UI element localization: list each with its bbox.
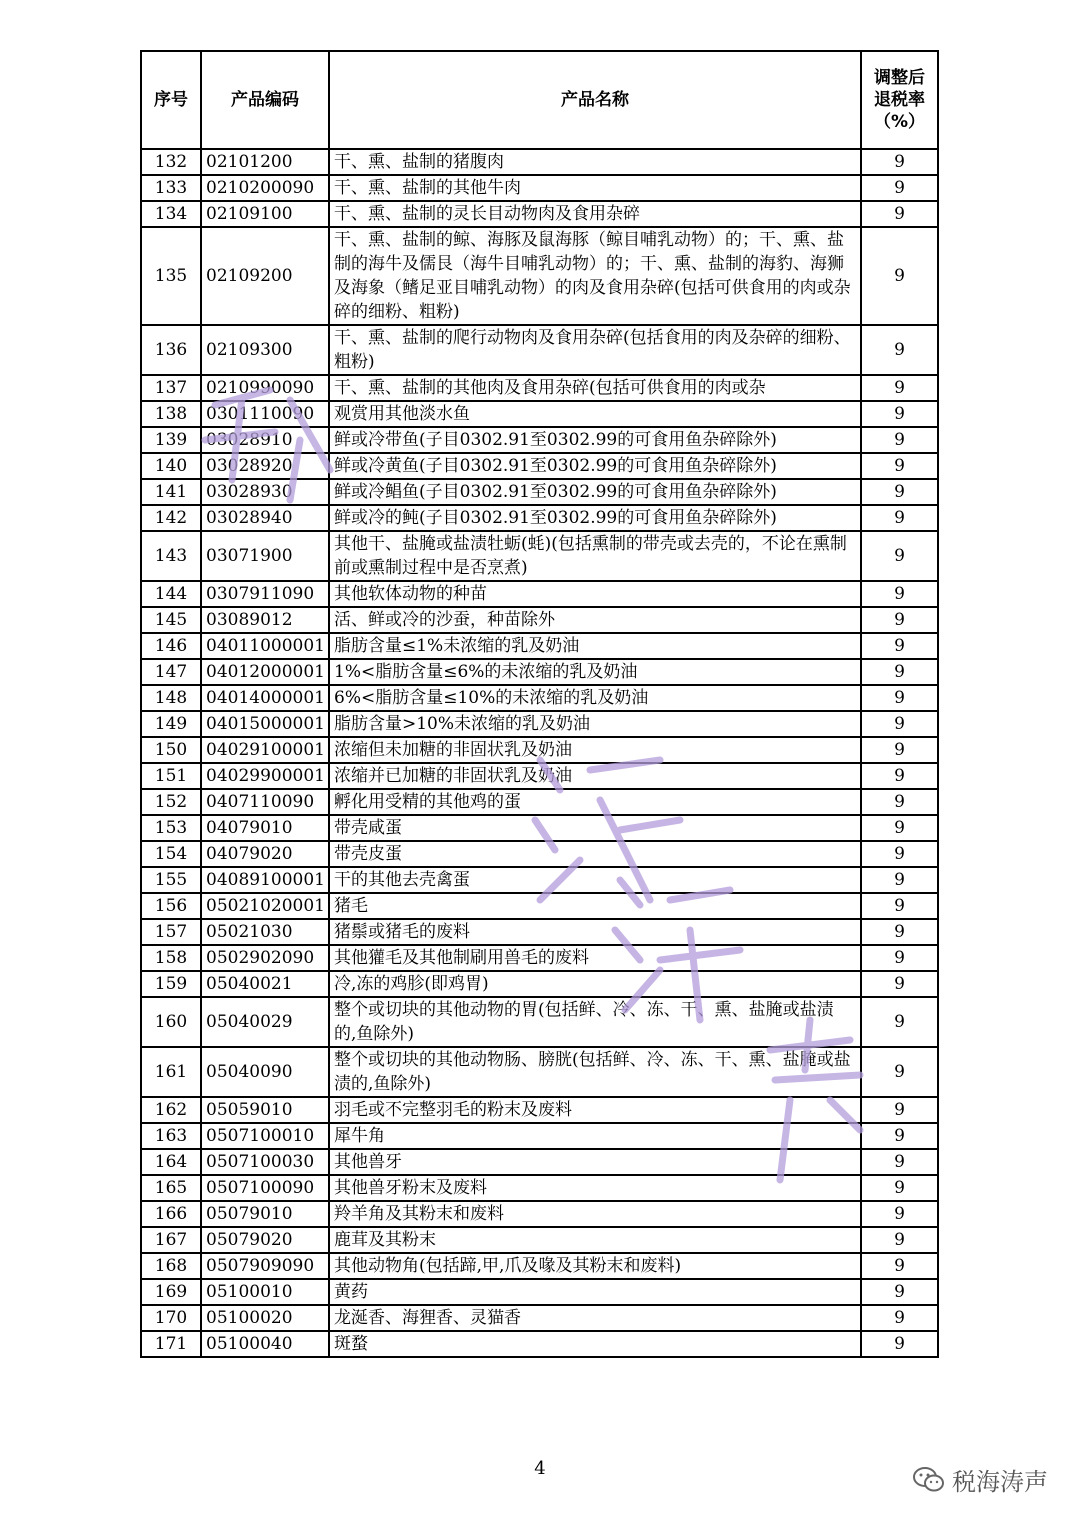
header-rate-line1: 调整后 xyxy=(874,68,925,88)
cell-seq: 162 xyxy=(141,1097,201,1123)
cell-seq: 160 xyxy=(141,997,201,1047)
table-row xyxy=(141,175,938,201)
cell-rate: 9 xyxy=(861,427,938,453)
cell-name: 带壳皮蛋 xyxy=(329,841,861,867)
cell-name: 干、熏、盐制的其他肉及食用杂碎(包括可供食用的肉或杂 xyxy=(329,375,861,401)
cell-rate: 9 xyxy=(861,479,938,505)
cell-seq: 137 xyxy=(141,375,201,401)
header-seq: 序号 xyxy=(141,51,201,149)
cell-name: 鹿茸及其粉末 xyxy=(329,1227,861,1253)
cell-code: 04014000001 xyxy=(201,685,329,711)
cell-seq: 154 xyxy=(141,841,201,867)
cell-rate: 9 xyxy=(861,453,938,479)
table-row xyxy=(141,149,938,175)
cell-name: 冷,冻的鸡胗(即鸡胃) xyxy=(329,971,861,997)
cell-code: 05021020001 xyxy=(201,893,329,919)
cell-name: 羽毛或不完整羽毛的粉末及废料 xyxy=(329,1097,861,1123)
cell-name: 猪毛 xyxy=(329,893,861,919)
cell-code: 05040021 xyxy=(201,971,329,997)
table-row xyxy=(141,867,938,893)
cell-rate: 9 xyxy=(861,581,938,607)
cell-name: 鲜或冷鲳鱼(子目0302.91至0302.99的可食用鱼杂碎除外) xyxy=(329,479,861,505)
table-row xyxy=(141,789,938,815)
header-rate-line3: （%） xyxy=(873,112,926,132)
cell-rate: 9 xyxy=(861,893,938,919)
cell-rate: 9 xyxy=(861,401,938,427)
page-number: 4 xyxy=(534,1458,546,1479)
cell-rate: 9 xyxy=(861,1201,938,1227)
cell-name: 孵化用受精的其他鸡的蛋 xyxy=(329,789,861,815)
cell-rate: 9 xyxy=(861,149,938,175)
cell-rate: 9 xyxy=(861,1331,938,1357)
cell-rate: 9 xyxy=(861,175,938,201)
cell-seq: 155 xyxy=(141,867,201,893)
cell-seq: 144 xyxy=(141,581,201,607)
table-row xyxy=(141,659,938,685)
table-row xyxy=(141,1123,938,1149)
cell-name: 干、熏、盐制的鲸、海豚及鼠海豚（鲸目哺乳动物）的；干、熏、盐制的海牛及儒艮（海牛目哺乳动物）的；干、熏、盐制的海豹、海狮及海象（鳍足亚目哺乳动物）的肉及食用杂碎(包括可供食用的肉或杂碎的细粉、粗粉) xyxy=(329,227,861,325)
cell-name: 其他兽牙 xyxy=(329,1149,861,1175)
cell-code: 05021030 xyxy=(201,919,329,945)
cell-code: 04029900001 xyxy=(201,763,329,789)
cell-name: 黄药 xyxy=(329,1279,861,1305)
table-row xyxy=(141,971,938,997)
cell-rate: 9 xyxy=(861,531,938,581)
cell-code: 0507100030 xyxy=(201,1149,329,1175)
header-name: 产品名称 xyxy=(329,51,861,149)
cell-code: 02109200 xyxy=(201,227,329,325)
cell-code: 04079020 xyxy=(201,841,329,867)
table-row xyxy=(141,531,938,581)
table-row xyxy=(141,893,938,919)
cell-name: 鲜或冷带鱼(子目0302.91至0302.99的可食用鱼杂碎除外) xyxy=(329,427,861,453)
table-row xyxy=(141,1227,938,1253)
table-row xyxy=(141,633,938,659)
table-row xyxy=(141,505,938,531)
table-row xyxy=(141,815,938,841)
footer-brand xyxy=(912,1462,1048,1497)
table-body xyxy=(141,149,938,1357)
table-row xyxy=(141,711,938,737)
cell-rate: 9 xyxy=(861,945,938,971)
cell-seq: 164 xyxy=(141,1149,201,1175)
cell-seq: 135 xyxy=(141,227,201,325)
cell-rate: 9 xyxy=(861,789,938,815)
table-row xyxy=(141,1175,938,1201)
cell-seq: 168 xyxy=(141,1253,201,1279)
cell-seq: 156 xyxy=(141,893,201,919)
cell-rate: 9 xyxy=(861,737,938,763)
cell-name: 其他动物角(包括蹄,甲,爪及喙及其粉末和废料) xyxy=(329,1253,861,1279)
table-row xyxy=(141,1097,938,1123)
cell-seq: 149 xyxy=(141,711,201,737)
cell-name: 干的其他去壳禽蛋 xyxy=(329,867,861,893)
footer-brand-text: 税海涛声 xyxy=(952,1468,1048,1496)
table-row xyxy=(141,997,938,1047)
cell-name: 其他兽牙粉末及废料 xyxy=(329,1175,861,1201)
cell-code: 0507100010 xyxy=(201,1123,329,1149)
cell-seq: 150 xyxy=(141,737,201,763)
header-rate xyxy=(861,51,938,149)
cell-name: 龙涎香、海狸香、灵猫香 xyxy=(329,1305,861,1331)
cell-name: 鲜或冷黄鱼(子目0302.91至0302.99的可食用鱼杂碎除外) xyxy=(329,453,861,479)
cell-name: 带壳咸蛋 xyxy=(329,815,861,841)
cell-rate: 9 xyxy=(861,763,938,789)
table-row xyxy=(141,1253,938,1279)
cell-seq: 136 xyxy=(141,325,201,375)
cell-name: 干、熏、盐制的猪腹肉 xyxy=(329,149,861,175)
table-row xyxy=(141,1047,938,1097)
cell-seq: 151 xyxy=(141,763,201,789)
cell-rate: 9 xyxy=(861,841,938,867)
cell-seq: 157 xyxy=(141,919,201,945)
cell-code: 02101200 xyxy=(201,149,329,175)
cell-code: 03071900 xyxy=(201,531,329,581)
cell-seq: 147 xyxy=(141,659,201,685)
cell-code: 04029100001 xyxy=(201,737,329,763)
cell-name: 浓缩并已加糖的非固状乳及奶油 xyxy=(329,763,861,789)
cell-name: 其他干、盐腌或盐渍牡蛎(蚝)(包括熏制的带壳或去壳的，不论在熏制前或熏制过程中是否烹煮) xyxy=(329,531,861,581)
cell-code: 04012000001 xyxy=(201,659,329,685)
cell-name: 干、熏、盐制的爬行动物肉及食用杂碎(包括食用的肉及杂碎的细粉、粗粉) xyxy=(329,325,861,375)
cell-name: 犀牛角 xyxy=(329,1123,861,1149)
cell-code: 0407110090 xyxy=(201,789,329,815)
cell-code: 03028940 xyxy=(201,505,329,531)
cell-name: 活、鲜或冷的沙蚕，种苗除外 xyxy=(329,607,861,633)
table-row xyxy=(141,201,938,227)
cell-seq: 146 xyxy=(141,633,201,659)
cell-seq: 159 xyxy=(141,971,201,997)
table-row xyxy=(141,1201,938,1227)
cell-seq: 163 xyxy=(141,1123,201,1149)
cell-code: 02109300 xyxy=(201,325,329,375)
table-row xyxy=(141,581,938,607)
cell-code: 05100040 xyxy=(201,1331,329,1357)
cell-seq: 134 xyxy=(141,201,201,227)
cell-rate: 9 xyxy=(861,919,938,945)
cell-code: 0502902090 xyxy=(201,945,329,971)
cell-seq: 133 xyxy=(141,175,201,201)
cell-code: 05040029 xyxy=(201,997,329,1047)
cell-rate: 9 xyxy=(861,505,938,531)
cell-seq: 153 xyxy=(141,815,201,841)
cell-seq: 141 xyxy=(141,479,201,505)
cell-seq: 169 xyxy=(141,1279,201,1305)
table-row xyxy=(141,227,938,325)
cell-seq: 170 xyxy=(141,1305,201,1331)
cell-name: 其他软体动物的种苗 xyxy=(329,581,861,607)
cell-seq: 140 xyxy=(141,453,201,479)
cell-code: 03028910 xyxy=(201,427,329,453)
cell-name: 脂肪含量>10%未浓缩的乳及奶油 xyxy=(329,711,861,737)
table-row xyxy=(141,427,938,453)
cell-rate: 9 xyxy=(861,815,938,841)
cell-code: 0507909090 xyxy=(201,1253,329,1279)
table-row xyxy=(141,919,938,945)
table-row xyxy=(141,1331,938,1357)
cell-name: 观赏用其他淡水鱼 xyxy=(329,401,861,427)
cell-rate: 9 xyxy=(861,711,938,737)
cell-rate: 9 xyxy=(861,607,938,633)
cell-rate: 9 xyxy=(861,1097,938,1123)
table-row xyxy=(141,401,938,427)
cell-seq: 132 xyxy=(141,149,201,175)
cell-code: 05079020 xyxy=(201,1227,329,1253)
cell-seq: 165 xyxy=(141,1175,201,1201)
cell-name: 浓缩但未加糖的非固状乳及奶油 xyxy=(329,737,861,763)
cell-name: 斑蝥 xyxy=(329,1331,861,1357)
cell-code: 05059010 xyxy=(201,1097,329,1123)
cell-rate: 9 xyxy=(861,227,938,325)
cell-rate: 9 xyxy=(861,1175,938,1201)
cell-code: 04011000001 xyxy=(201,633,329,659)
cell-rate: 9 xyxy=(861,685,938,711)
cell-seq: 148 xyxy=(141,685,201,711)
cell-name: 1%<脂肪含量≤6%的未浓缩的乳及奶油 xyxy=(329,659,861,685)
header-code: 产品编码 xyxy=(201,51,329,149)
cell-rate: 9 xyxy=(861,971,938,997)
cell-code: 0301110090 xyxy=(201,401,329,427)
cell-name: 干、熏、盐制的其他牛肉 xyxy=(329,175,861,201)
cell-rate: 9 xyxy=(861,1227,938,1253)
cell-code: 03028920 xyxy=(201,453,329,479)
table-row xyxy=(141,453,938,479)
cell-seq: 138 xyxy=(141,401,201,427)
table-row xyxy=(141,841,938,867)
cell-seq: 167 xyxy=(141,1227,201,1253)
table-row xyxy=(141,1305,938,1331)
cell-rate: 9 xyxy=(861,1279,938,1305)
table-row xyxy=(141,1149,938,1175)
cell-rate: 9 xyxy=(861,1149,938,1175)
cell-code: 0210200090 xyxy=(201,175,329,201)
table-row xyxy=(141,685,938,711)
cell-name: 羚羊角及其粉末和废料 xyxy=(329,1201,861,1227)
cell-code: 0307911090 xyxy=(201,581,329,607)
cell-code: 05040090 xyxy=(201,1047,329,1097)
cell-seq: 158 xyxy=(141,945,201,971)
cell-code: 05100010 xyxy=(201,1279,329,1305)
cell-name: 鲜或冷的鲀(子目0302.91至0302.99的可食用鱼杂碎除外) xyxy=(329,505,861,531)
table-row xyxy=(141,737,938,763)
cell-name: 6%<脂肪含量≤10%的未浓缩的乳及奶油 xyxy=(329,685,861,711)
cell-seq: 145 xyxy=(141,607,201,633)
cell-seq: 161 xyxy=(141,1047,201,1097)
cell-rate: 9 xyxy=(861,1305,938,1331)
cell-rate: 9 xyxy=(861,325,938,375)
cell-code: 02109100 xyxy=(201,201,329,227)
cell-code: 04015000001 xyxy=(201,711,329,737)
cell-code: 04089100001 xyxy=(201,867,329,893)
wechat-icon xyxy=(912,1465,946,1495)
cell-code: 05079010 xyxy=(201,1201,329,1227)
cell-seq: 152 xyxy=(141,789,201,815)
cell-code: 05100020 xyxy=(201,1305,329,1331)
cell-code: 04079010 xyxy=(201,815,329,841)
cell-rate: 9 xyxy=(861,1253,938,1279)
cell-seq: 142 xyxy=(141,505,201,531)
cell-code: 03028930 xyxy=(201,479,329,505)
table-row xyxy=(141,1279,938,1305)
cell-name: 其他獾毛及其他制刷用兽毛的废料 xyxy=(329,945,861,971)
cell-rate: 9 xyxy=(861,867,938,893)
cell-rate: 9 xyxy=(861,1123,938,1149)
cell-name: 整个或切块的其他动物的胃(包括鲜、冷、冻、干、熏、盐腌或盐渍的,鱼除外) xyxy=(329,997,861,1047)
cell-seq: 166 xyxy=(141,1201,201,1227)
table-row xyxy=(141,479,938,505)
cell-seq: 143 xyxy=(141,531,201,581)
cell-rate: 9 xyxy=(861,997,938,1047)
table-row xyxy=(141,607,938,633)
cell-code: 03089012 xyxy=(201,607,329,633)
cell-seq: 171 xyxy=(141,1331,201,1357)
header-rate-line2: 退税率 xyxy=(874,90,925,110)
cell-seq: 139 xyxy=(141,427,201,453)
table-row xyxy=(141,325,938,375)
table-row xyxy=(141,763,938,789)
cell-name: 脂肪含量≤1%未浓缩的乳及奶油 xyxy=(329,633,861,659)
cell-rate: 9 xyxy=(861,633,938,659)
tax-rebate-table xyxy=(140,50,939,1358)
cell-code: 0210990090 xyxy=(201,375,329,401)
table-header-row xyxy=(141,51,938,149)
cell-name: 干、熏、盐制的灵长目动物肉及食用杂碎 xyxy=(329,201,861,227)
cell-rate: 9 xyxy=(861,1047,938,1097)
cell-rate: 9 xyxy=(861,201,938,227)
cell-code: 0507100090 xyxy=(201,1175,329,1201)
table-row xyxy=(141,945,938,971)
cell-name: 整个或切块的其他动物肠、膀胱(包括鲜、冷、冻、干、熏、盐腌或盐渍的,鱼除外) xyxy=(329,1047,861,1097)
table-row xyxy=(141,375,938,401)
cell-rate: 9 xyxy=(861,659,938,685)
cell-name: 猪鬃或猪毛的废料 xyxy=(329,919,861,945)
cell-rate: 9 xyxy=(861,375,938,401)
